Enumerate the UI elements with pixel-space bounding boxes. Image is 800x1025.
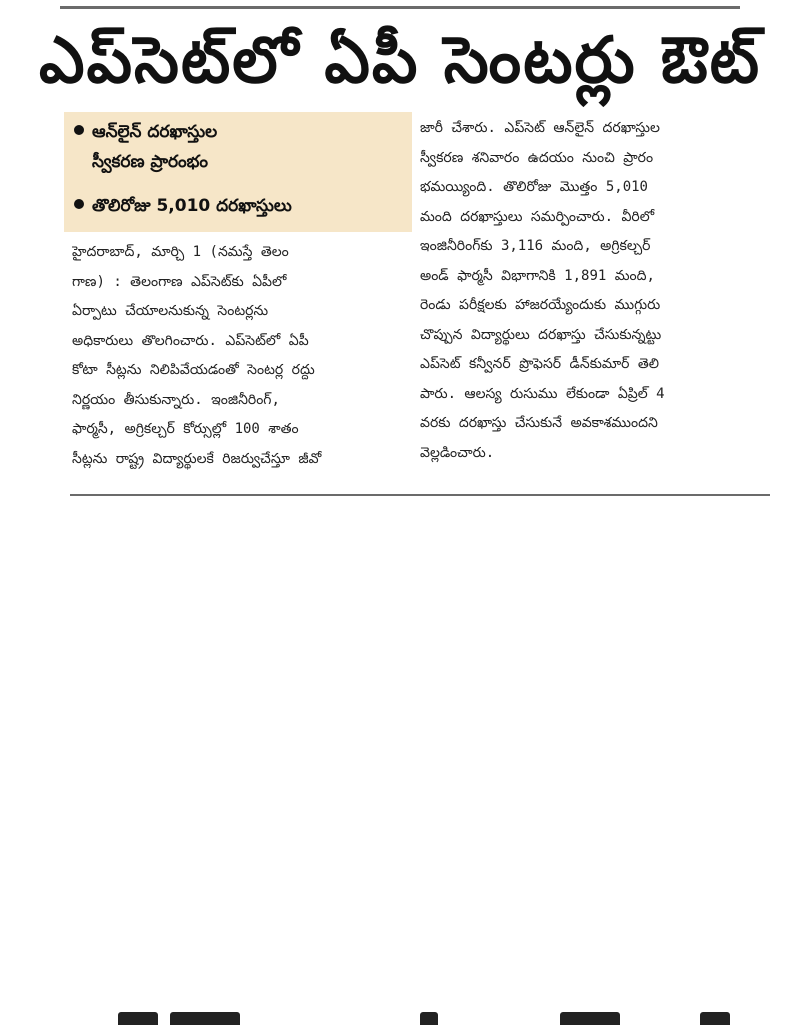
cutoff-glyph (560, 1012, 620, 1025)
body-line: జారీ చేశారు. ఎప్‌సెట్ ఆన్‌లైన్ దరఖాస్తుల (420, 120, 660, 136)
body-line: హైదరాబాద్, మార్చి 1 (నమస్తే తెలం (72, 244, 289, 260)
highlight-item (74, 122, 217, 146)
highlight-item (74, 196, 292, 220)
body-line: ఇంజినీరింగ్‌కు 3,116 మంది, అగ్రికల్చర్ (420, 238, 651, 254)
body-line: ఫార్మసీ, అగ్రికల్చర్ కోర్సుల్లో 100 శాతం (72, 421, 299, 437)
body-column-right (420, 114, 780, 468)
body-line: వెల్లడించారు. (420, 444, 495, 461)
body-line: ఏర్పాటు చేయాలనుకున్న సెంటర్లను (72, 303, 269, 319)
highlight-text: స్వీకరణ ప్రారంభం (92, 152, 209, 172)
body-line: భమయ్యింది. తొలిరోజు మొత్తం 5,010 (420, 179, 648, 195)
cutoff-glyph (170, 1012, 240, 1025)
body-line: కోటా సీట్లను నిలిపివేయడంతో సెంటర్ల రద్దు (72, 362, 315, 378)
body-line: పారు. ఆలస్య రుసుము లేకుండా ఏప్రిల్ 4 (420, 385, 665, 402)
highlight-text: ఆన్‌లైన్ దరఖాస్తుల (92, 122, 218, 142)
body-column-left (72, 238, 412, 474)
body-line: గాణ) : తెలంగాణ ఎప్‌సెట్‌కు ఏపీలో (72, 273, 287, 290)
body-line: ఎప్‌సెట్ కన్వీనర్ ప్రొఫెసర్ డీన్‌కుమార్ తెలి (420, 356, 660, 372)
top-rule (60, 6, 740, 9)
cutoff-glyph (700, 1012, 730, 1025)
highlight-text: తొలిరోజు 5,010 దరఖాస్తులు (92, 196, 292, 216)
bullet-icon (74, 125, 84, 135)
body-line: నిర్ణయం తీసుకున్నారు. ఇంజినీరింగ్, (72, 391, 280, 408)
body-line: సీట్లను రాష్ట్ర విద్యార్థులకే రిజర్వుచేస్తూ జీవో (72, 450, 322, 467)
bullet-icon (74, 199, 84, 209)
body-line: వరకు దరఖాస్తు చేసుకునే అవకాశముందని (420, 415, 658, 431)
highlights-box (64, 112, 412, 232)
cutoff-glyph (118, 1012, 158, 1025)
highlight-item-continuation (92, 152, 208, 176)
headline: ఎప్‌సెట్‌లో ఏపీ సెంటర్లు ఔట్ (38, 24, 762, 98)
bottom-rule (70, 494, 770, 496)
body-line: చొప్పున విద్యార్థులు దరఖాస్తు చేసుకున్నట్టు (420, 326, 662, 343)
body-line: అండ్ ఫార్మసీ విభాగానికి 1,891 మంది, (420, 267, 655, 284)
body-line: మంది దరఖాస్తులు సమర్పించారు. వీరిలో (420, 208, 655, 225)
next-article-cutoff (0, 500, 800, 525)
cutoff-glyph (420, 1012, 438, 1025)
body-line: అధికారులు తొలగించారు. ఎప్‌సెట్‌లో ఏపీ (72, 332, 309, 349)
body-line: రెండు పరీక్షలకు హాజరయ్యేందుకు ముగ్గురు (420, 297, 661, 313)
body-line: స్వీకరణ శనివారం ఉదయం నుంచి ప్రారం (420, 149, 654, 166)
